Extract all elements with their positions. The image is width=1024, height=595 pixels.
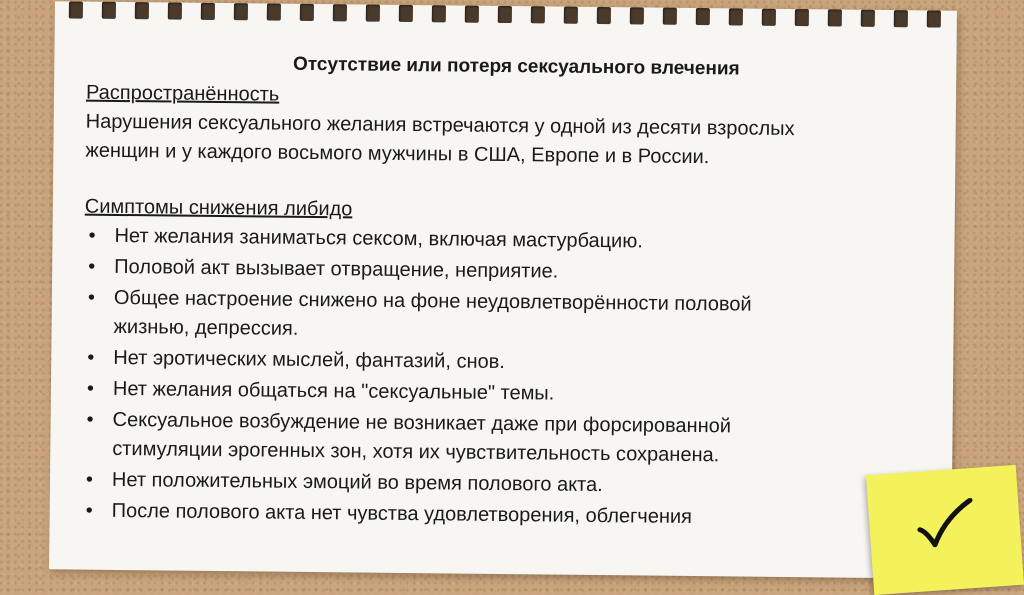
notebook-paper (49, 1, 957, 578)
binder-hole (828, 9, 842, 26)
symptom-item (83, 284, 924, 351)
symptom-text: Нет желания общаться на "сексуальные" темы. (112, 377, 555, 405)
page-title: Отсутствие или потеря сексуального влечения (292, 53, 740, 80)
binder-hole (465, 6, 479, 23)
bullet-icon: • (88, 255, 96, 278)
binder-hole (531, 6, 545, 23)
symptom-text: После полового акта нет чувства удовлетворения, облегчения (111, 499, 693, 528)
symptom-text: Нет положительных эмоций во время полового акта. (111, 468, 603, 497)
symptom-text: жизнью, депрессия. (113, 315, 299, 340)
binder-hole (729, 8, 743, 25)
binder-hole (300, 4, 314, 21)
symptoms-heading: Симптомы снижения либидо (84, 195, 353, 221)
symptom-text: Сексуальное возбуждение не возникает даже при форсированной (112, 408, 732, 438)
slide-content (81, 52, 926, 537)
binder-hole (663, 8, 677, 25)
binder-hole (630, 7, 644, 24)
symptom-text: стимуляции эрогенных зон, хотя их чувствительность сохранена. (112, 437, 720, 467)
bullet-icon: • (87, 286, 96, 309)
binder-hole (366, 5, 380, 22)
check-icon (914, 498, 977, 552)
binder-hole (861, 10, 875, 27)
prevalence-line: женщин и у каждого восьмого мужчины в США, Европе и в России. (85, 139, 710, 169)
symptom-text: Общее настроение снижено на фоне неудовлетворённости половой (113, 286, 752, 316)
binder-hole (399, 5, 413, 22)
binder-hole (564, 7, 578, 24)
bullet-icon: • (86, 408, 94, 431)
symptom-item (82, 406, 923, 473)
symptom-item (82, 497, 922, 535)
bullet-icon: • (88, 224, 96, 247)
binder-hole (267, 4, 281, 21)
binder-holes (69, 1, 949, 32)
binder-hole (927, 10, 941, 27)
bullet-icon: • (87, 346, 95, 369)
binder-hole (795, 9, 809, 26)
binder-hole (762, 9, 776, 26)
binder-hole (201, 3, 215, 20)
prevalence-heading: Распространённость (85, 81, 280, 106)
sticky-note (866, 465, 1024, 595)
symptom-text: Половой акт вызывает отвращение, неприятие. (114, 255, 559, 283)
symptoms-list (82, 222, 925, 535)
bullet-icon: • (85, 468, 94, 491)
binder-hole (69, 1, 83, 18)
binder-hole (168, 2, 182, 19)
symptom-text: Нет желания заниматься сексом, включая мастурбацию. (114, 224, 643, 253)
binder-hole (696, 8, 710, 25)
prevalence-line: Нарушения сексуального желания встречаются у одной из десяти взрослых (85, 110, 795, 141)
symptom-text: Нет эротических мыслей, фантазий, снов. (113, 346, 505, 374)
binder-hole (102, 2, 116, 19)
bullet-icon: • (85, 499, 93, 522)
binder-hole (135, 2, 149, 19)
binder-hole (498, 6, 512, 23)
binder-hole (234, 3, 248, 20)
binder-hole (894, 10, 908, 27)
bullet-icon: • (86, 377, 95, 400)
prevalence-text (85, 108, 926, 175)
binder-hole (432, 5, 446, 22)
binder-hole (597, 7, 611, 24)
binder-hole (333, 4, 347, 21)
